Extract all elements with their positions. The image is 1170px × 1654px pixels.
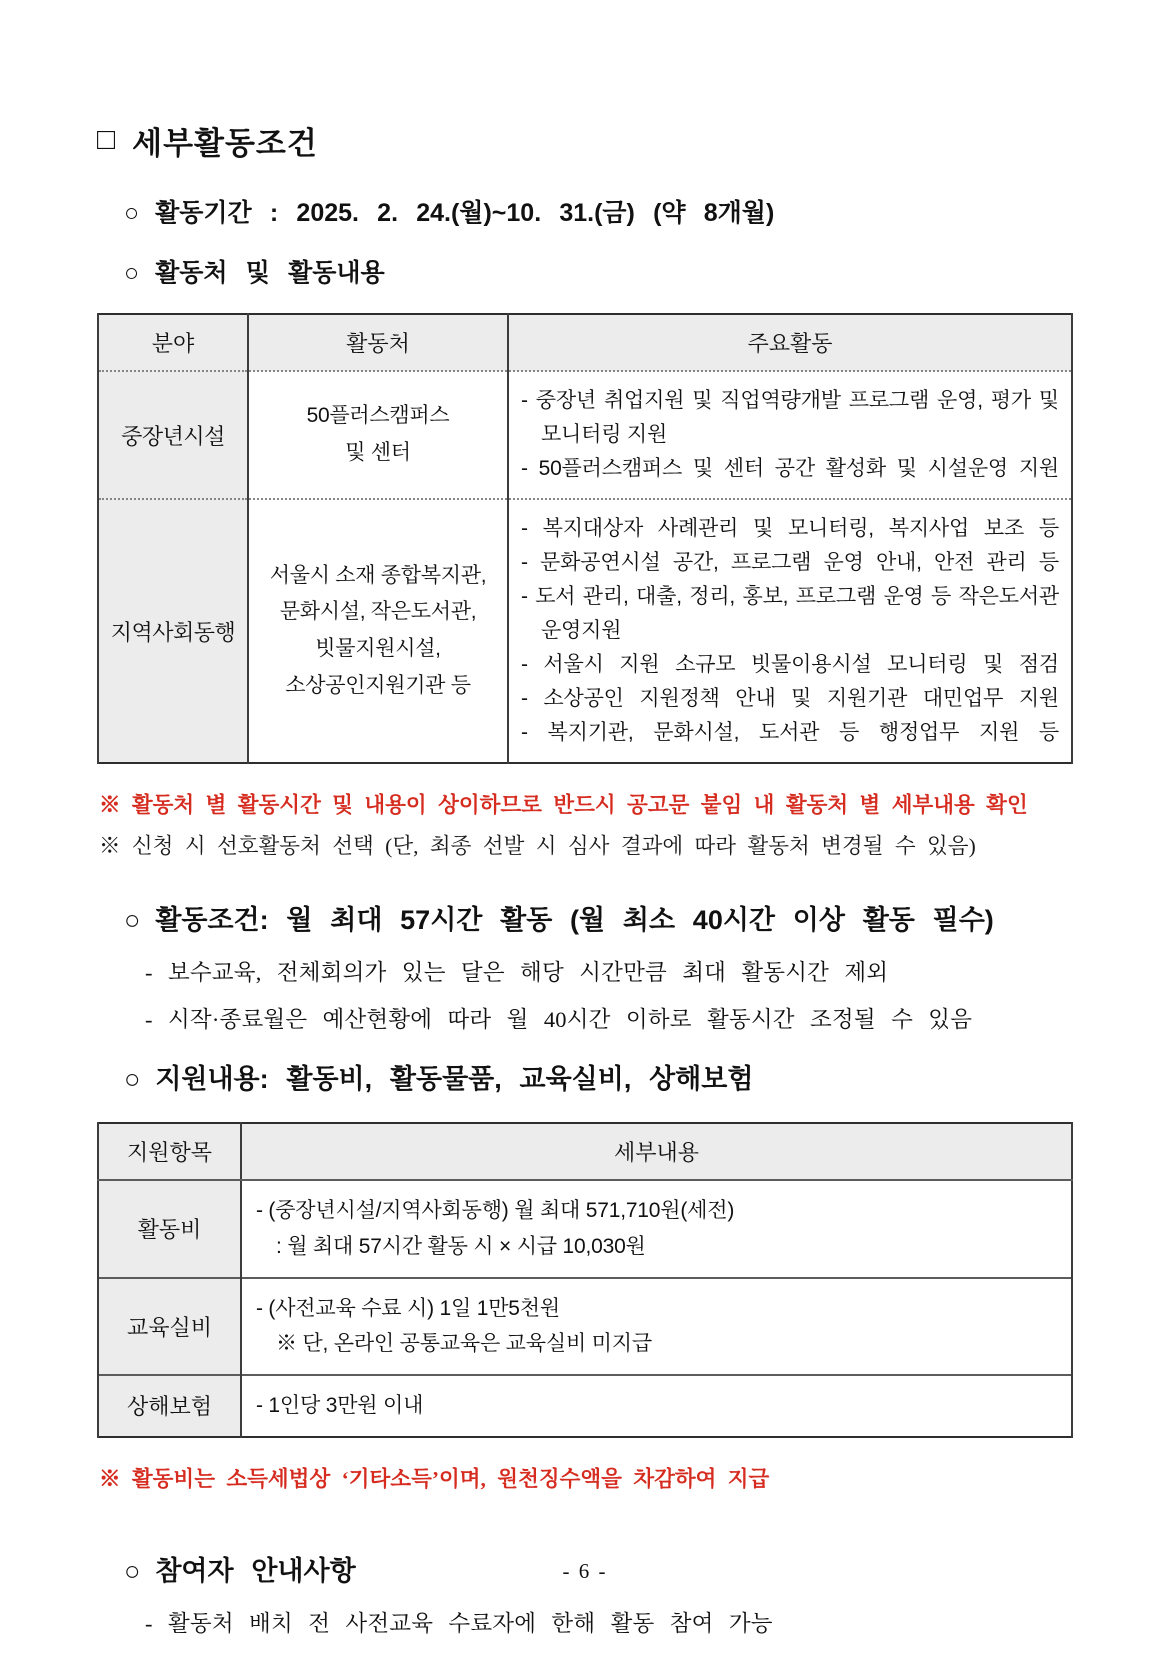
table-row-education-fee xyxy=(98,1278,1072,1375)
support-detail-cell xyxy=(241,1180,1072,1277)
site-line: 빗물지원시설, xyxy=(315,637,441,661)
site-cell xyxy=(248,371,508,499)
activity-table-header-row xyxy=(98,314,1072,371)
column-header-field: 분야 xyxy=(98,314,248,371)
column-header-site: 활동처 xyxy=(248,314,508,371)
activity-table xyxy=(97,313,1073,764)
field-cell: 지역사회동행 xyxy=(98,499,248,763)
participant-guide-item: - 활동처 배치 전 사전교육 수료자에 한해 활동 참여 가능 xyxy=(145,1610,773,1636)
activity-period-text: 활동기간 : 2025. 2. 24.(월)~10. 31.(금) (약 8개월) xyxy=(155,199,775,227)
circle-bullet-icon: ○ xyxy=(124,1555,141,1586)
table-row-insurance xyxy=(98,1375,1072,1437)
circle-bullet-icon: ○ xyxy=(124,259,140,287)
site-line: 및 센터 xyxy=(345,441,411,465)
activity-sites-text: 활동처 및 활동내용 xyxy=(155,259,385,287)
site-line: 50플러스캠퍼스 xyxy=(306,404,450,428)
detail-line: - 1인당 3만원 이내 xyxy=(256,1393,424,1417)
activity-item: - 복지대상자 사례관리 및 모니터링, 복지사업 보조 등 xyxy=(521,517,1059,541)
page-number: - 6 - xyxy=(562,1559,608,1583)
circle-bullet-icon: ○ xyxy=(124,199,140,227)
square-bullet-icon: □ xyxy=(97,122,117,156)
support-item-cell: 교육실비 xyxy=(98,1278,241,1375)
detail-line: : 월 최대 57시간 활동 시 × 시급 10,030원 xyxy=(275,1234,646,1258)
section-title xyxy=(97,118,1071,163)
detail-line: ※ 단, 온라인 공통교육은 교육실비 미지급 xyxy=(275,1332,652,1356)
activities-cell xyxy=(508,371,1072,499)
support-heading-text: 지원내용: 활동비, 활동물품, 교육실비, 상해보험 xyxy=(155,1064,754,1095)
section-title-text: 세부활동조건 xyxy=(132,126,318,161)
support-table xyxy=(97,1122,1073,1437)
payment-tax-note: ※ 활동비는 소득세법상 ‘기타소득’이며, 원천징수액을 차감하여 지급 xyxy=(99,1466,770,1491)
support-heading xyxy=(124,1057,1071,1096)
activity-item: - 50플러스캠퍼스 및 센터 공간 활성화 및 시설운영 지원 xyxy=(521,457,1059,481)
support-detail-cell xyxy=(241,1278,1072,1375)
activity-sites-heading xyxy=(124,253,1071,289)
activity-period-heading xyxy=(124,193,1071,229)
activity-item: - 서울시 지원 소규모 빗물이용시설 모니터링 및 점검 xyxy=(521,653,1059,677)
detail-line: - (사전교육 수료 시) 1일 1만5천원 xyxy=(256,1296,560,1320)
participant-guide-text: 참여자 안내사항 xyxy=(155,1555,356,1586)
circle-bullet-icon: ○ xyxy=(124,905,141,936)
site-line: 문화시설, 작은도서관, xyxy=(279,600,477,624)
site-preference-note: ※ 신청 시 선호활동처 선택 (단, 최종 선발 시 심사 결과에 따라 활동처 변경될 수 있음) xyxy=(99,834,976,859)
activity-item: - 중장년 취업지원 및 직업역량개발 프로그램 운영, 평가 및 모니터링 지원 xyxy=(521,389,1059,447)
activity-item: - 도서 관리, 대출, 정리, 홍보, 프로그램 운영 등 작은도서관 운영지원 xyxy=(521,585,1059,643)
site-line: 서울시 소재 종합복지관, xyxy=(269,563,487,587)
activity-conditions-text: 활동조건: 월 최대 57시간 활동 (월 최소 40시간 이상 활동 필수) xyxy=(155,905,994,936)
support-detail-cell xyxy=(241,1375,1072,1437)
site-cell xyxy=(248,499,508,763)
activity-item: - 복지기관, 문화시설, 도서관 등 행정업무 지원 등 xyxy=(521,721,1059,745)
table-row-community xyxy=(98,499,1072,763)
support-item-cell: 활동비 xyxy=(98,1180,241,1277)
column-header-main-activity: 주요활동 xyxy=(508,314,1072,371)
activity-conditions-heading xyxy=(124,898,1071,937)
table-row-activity-fee xyxy=(98,1180,1072,1277)
site-warning-note: ※ 활동처 별 활동시간 및 내용이 상이하므로 반드시 공고문 붙임 내 활동처 별 세부내용 확인 xyxy=(99,793,1028,818)
column-header-detail: 세부내용 xyxy=(241,1123,1072,1180)
activities-cell xyxy=(508,499,1072,763)
field-cell: 중장년시설 xyxy=(98,371,248,499)
activity-item: - 문화공연시설 공간, 프로그램 운영 안내, 안전 관리 등 xyxy=(521,551,1059,575)
support-item-cell: 상해보험 xyxy=(98,1375,241,1437)
condition-item: - 시작·종료월은 예산현황에 따라 월 40시간 이하로 활동시간 조정될 수 있음 xyxy=(145,1007,973,1033)
detail-line: - (중장년시설/지역사회동행) 월 최대 571,710원(세전) xyxy=(256,1199,735,1223)
support-table-header-row xyxy=(98,1123,1072,1180)
circle-bullet-icon: ○ xyxy=(124,1064,141,1095)
condition-item: - 보수교육, 전체회의가 있는 달은 해당 시간만큼 최대 활동시간 제외 xyxy=(145,960,889,986)
table-row-senior-facility xyxy=(98,371,1072,499)
site-line: 소상공인지원기관 등 xyxy=(285,673,471,697)
activity-item: - 소상공인 지원정책 안내 및 지원기관 대민업무 지원 xyxy=(521,687,1059,711)
column-header-support-item: 지원항목 xyxy=(98,1123,241,1180)
